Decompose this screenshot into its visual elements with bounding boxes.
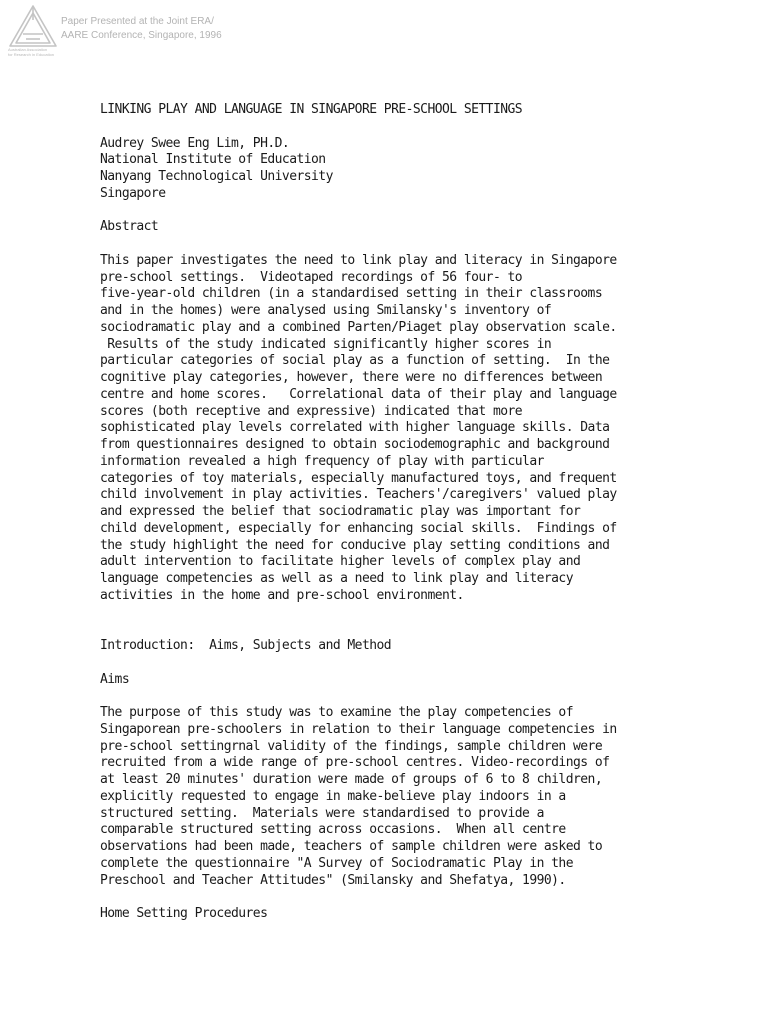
text-line: cognitive play categories, however, there were no differences between: [100, 370, 603, 385]
text-line: child development, especially for enhancing social skills. Findings of: [100, 520, 617, 536]
text-line: language competencies as well as a need to link play and literacy: [100, 571, 573, 586]
text-line: Preschool and Teacher Attitudes" (Smilansky and Shefatya, 1990).: [100, 872, 566, 888]
text-line: from questionnaires designed to obtain sociodemographic and background: [100, 437, 610, 452]
text-line: structured setting. Materials were standardised to provide a: [100, 805, 544, 821]
text-line: sophisticated play levels correlated with higher language skills. Data: [100, 420, 610, 436]
logo-caption-line: Australian Association: [8, 47, 48, 52]
author-line: National Institute of Education: [100, 152, 326, 168]
text-line: explicitly requested to engage in make-believe play indoors in a: [100, 788, 566, 804]
text-line: The purpose of this study was to examine the play competencies of: [100, 705, 573, 720]
text-line: pre-school settings. Videotaped recordings of 56 four- to: [100, 269, 523, 285]
home-setting-heading: Home Setting Procedures: [100, 906, 268, 921]
text-line: recruited from a wide range of pre-school centres. Video-recordings of: [100, 755, 610, 771]
logo-caption-line: for Research in Education: [8, 52, 55, 57]
paper-title: LINKING PLAY AND LANGUAGE IN SINGAPORE PRE-SCHOOL SETTINGS: [100, 102, 523, 117]
conference-note-line: Paper Presented at the Joint ERA/: [61, 16, 214, 27]
author-block: [100, 136, 660, 203]
text-line: pre-school settingrnal validity of the findings, sample children were: [100, 738, 603, 754]
abstract-paragraph: [100, 253, 660, 605]
document-header: [6, 4, 306, 60]
text-line: observations had been made, teachers of sample children were asked to: [100, 839, 603, 854]
text-line: and in the homes) were analysed using Smilansky's inventory of: [100, 303, 552, 318]
author-line: Singapore: [100, 185, 166, 201]
text-line: activities in the home and pre-school environment.: [100, 587, 464, 603]
logo-caption: [8, 47, 72, 57]
author-line: Audrey Swee Eng Lim, PH.D.: [100, 135, 290, 151]
text-line: five-year-old children (in a standardised setting in their classrooms: [100, 286, 603, 302]
paper-body: [100, 102, 660, 923]
text-line: complete the questionnaire "A Survey of Sociodramatic Play in the: [100, 855, 573, 871]
aims-paragraph: [100, 705, 660, 889]
text-line: Results of the study indicated significantly higher scores in: [100, 336, 552, 352]
abstract-heading: Abstract: [100, 219, 159, 235]
text-line: categories of toy materials, especially manufactured toys, and frequent: [100, 470, 617, 486]
section-heading: Introduction: Aims, Subjects and Method: [100, 638, 392, 653]
text-line: particular categories of social play as a function of setting. In the: [100, 353, 610, 369]
author-line: Nanyang Technological University: [100, 169, 333, 184]
text-line: scores (both receptive and expressive) indicated that more: [100, 403, 523, 419]
text-line: information revealed a high frequency of play with particular: [100, 453, 544, 469]
text-line: sociodramatic play and a combined Parten/Piaget play observation scale.: [100, 319, 617, 335]
text-line: This paper investigates the need to link play and literacy in Singapore: [100, 252, 617, 268]
text-line: child involvement in play activities. Teachers'/caregivers' valued play: [100, 487, 617, 503]
text-line: at least 20 minutes' duration were made of groups of 6 to 8 children,: [100, 772, 603, 787]
text-line: centre and home scores. Correlational data of their play and language: [100, 386, 617, 402]
text-line: and expressed the belief that sociodramatic play was important for: [100, 504, 581, 519]
text-line: Singaporean pre-schoolers in relation to their language competencies in: [100, 721, 617, 737]
text-line: the study highlight the need for conducive play setting conditions and: [100, 537, 610, 553]
text-line: comparable structured setting across occasions. When all centre: [100, 822, 566, 838]
text-line: adult intervention to facilitate higher levels of complex play and: [100, 554, 581, 570]
conference-note: [61, 15, 222, 43]
aims-heading: Aims: [100, 671, 130, 687]
conference-note-line: AARE Conference, Singapore, 1996: [61, 30, 222, 41]
